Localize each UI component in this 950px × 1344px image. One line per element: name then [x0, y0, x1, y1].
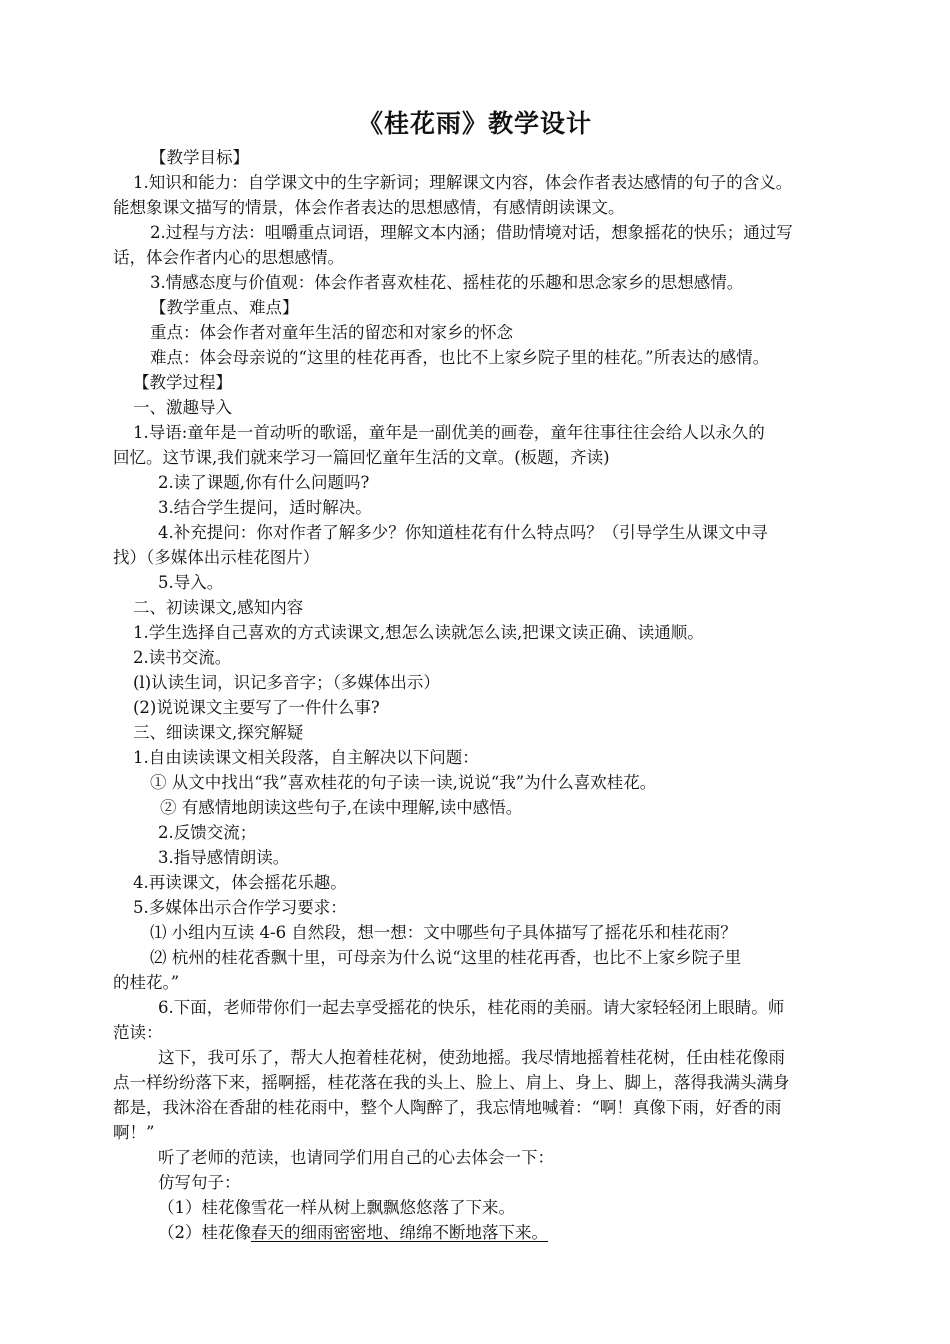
text-line: 的桂花。”	[113, 973, 180, 992]
text-line: 难点：体会母亲说的“这里的桂花再香，也比不上家乡院子里的桂花。”所表达的感情。	[150, 348, 770, 367]
document-title: 《桂花雨》教学设计	[357, 109, 592, 138]
section-heading: 一、激趣导入	[133, 398, 232, 417]
text-line-prefix: （2）桂花像	[158, 1223, 251, 1242]
text-line: 5.多媒体出示合作学习要求：	[133, 898, 347, 917]
text-line: 听了老师的范读，也请同学们用自己的心去体会一下：	[158, 1148, 554, 1167]
text-line: ⑴ 小组内互读 4-6 自然段，想一想：文中哪些句子具体描写了摇花乐和桂花雨？	[150, 923, 737, 942]
text-line: ① 从文中找出“我”喜欢桂花的句子读一读,说说“我”为什么喜欢桂花。	[150, 773, 657, 792]
text-line: 6.下面，老师带你们一起去享受摇花的快乐，桂花雨的美丽。请大家轻轻闭上眼睛。师	[158, 998, 785, 1017]
heading-key-points: 【教学重点、难点】	[150, 298, 299, 317]
text-line: 1.学生选择自己喜欢的方式读课文,想怎么读就怎么读,把课文读正确、读通顺。	[133, 623, 704, 642]
text-line: (l)认读生词，识记多音字；（多媒体出示）	[133, 673, 440, 692]
text-line: 回忆。这节课,我们就来学习一篇回忆童年生活的文章。(板题，齐读)	[113, 448, 610, 467]
text-line: 1.自由读读课文相关段落，自主解决以下问题：	[133, 748, 479, 767]
text-line: 找）（多媒体出示桂花图片）	[113, 548, 320, 567]
text-line: 范读：	[113, 1023, 163, 1042]
text-line: (2)说说课文主要写了一件什么事?	[133, 698, 380, 717]
text-line: 仿写句子：	[158, 1173, 241, 1192]
text-line: （1）桂花像雪花一样从树上飘飘悠悠落了下来。	[158, 1198, 515, 1217]
text-line: 2.读书交流。	[133, 648, 232, 667]
underlined-answer: 春天的细雨密密地、绵绵不断地落下来。	[251, 1223, 548, 1242]
text-line: 点一样纷纷落下来，摇啊摇，桂花落在我的头上、脸上、肩上、身上、脚上，落得我满头满身	[113, 1073, 790, 1092]
text-line: 3.指导感情朗读。	[158, 848, 290, 867]
text-line: ⑵ 杭州的桂花香飘十里，可母亲为什么说“这里的桂花再香，也比不上家乡院子里	[150, 948, 742, 967]
section-heading: 二、初读课文,感知内容	[133, 598, 304, 617]
heading-teaching-goals: 【教学目标】	[150, 148, 249, 167]
text-line: 这下，我可乐了，帮大人抱着桂花树，使劲地摇。我尽情地摇着桂花树，任由桂花像雨	[158, 1048, 785, 1067]
text-line: 2.反馈交流；	[158, 823, 257, 842]
text-line: 啊！”	[113, 1123, 155, 1142]
text-line: ② 有感情地朗读这些句子,在读中理解,读中感悟。	[160, 798, 523, 817]
text-line: 重点：体会作者对童年生活的留恋和对家乡的怀念	[150, 323, 513, 342]
text-line: 话，体会作者内心的思想感情。	[113, 248, 344, 267]
text-line: 都是，我沐浴在香甜的桂花雨中，整个人陶醉了，我忘情地喊着：“啊！真像下雨，好香的雨	[113, 1098, 782, 1117]
text-line-last	[158, 1221, 548, 1245]
text-line: 4.再读课文，体会摇花乐趣。	[133, 873, 347, 892]
text-line: 2.过程与方法：咀嚼重点词语，理解文本内涵；借助情境对话，想象摇花的快乐；通过写	[150, 223, 793, 242]
text-line: 能想象课文描写的情景，体会作者表达的思想感情，有感情朗读课文。	[113, 198, 625, 217]
text-line: 3.情感态度与价值观：体会作者喜欢桂花、摇桂花的乐趣和思念家乡的思想感情。	[150, 273, 744, 292]
text-line: 4.补充提问：你对作者了解多少？你知道桂花有什么特点吗？（引导学生从课文中寻	[158, 523, 768, 542]
text-line: 1.知识和能力：自学课文中的生字新词；理解课文内容，体会作者表达感情的句子的含义。	[133, 173, 793, 192]
heading-teaching-process: 【教学过程】	[133, 373, 232, 392]
text-line: 2.读了课题,你有什么问题吗?	[158, 473, 370, 492]
section-heading: 三、细读课文,探究解疑	[133, 723, 304, 742]
text-line: 3.结合学生提问，适时解决。	[158, 498, 372, 517]
text-line: 1.导语:童年是一首动听的歌谣，童年是一副优美的画卷，童年往事往往会给人以永久的	[133, 423, 765, 442]
text-line: 5.导入。	[158, 573, 224, 592]
